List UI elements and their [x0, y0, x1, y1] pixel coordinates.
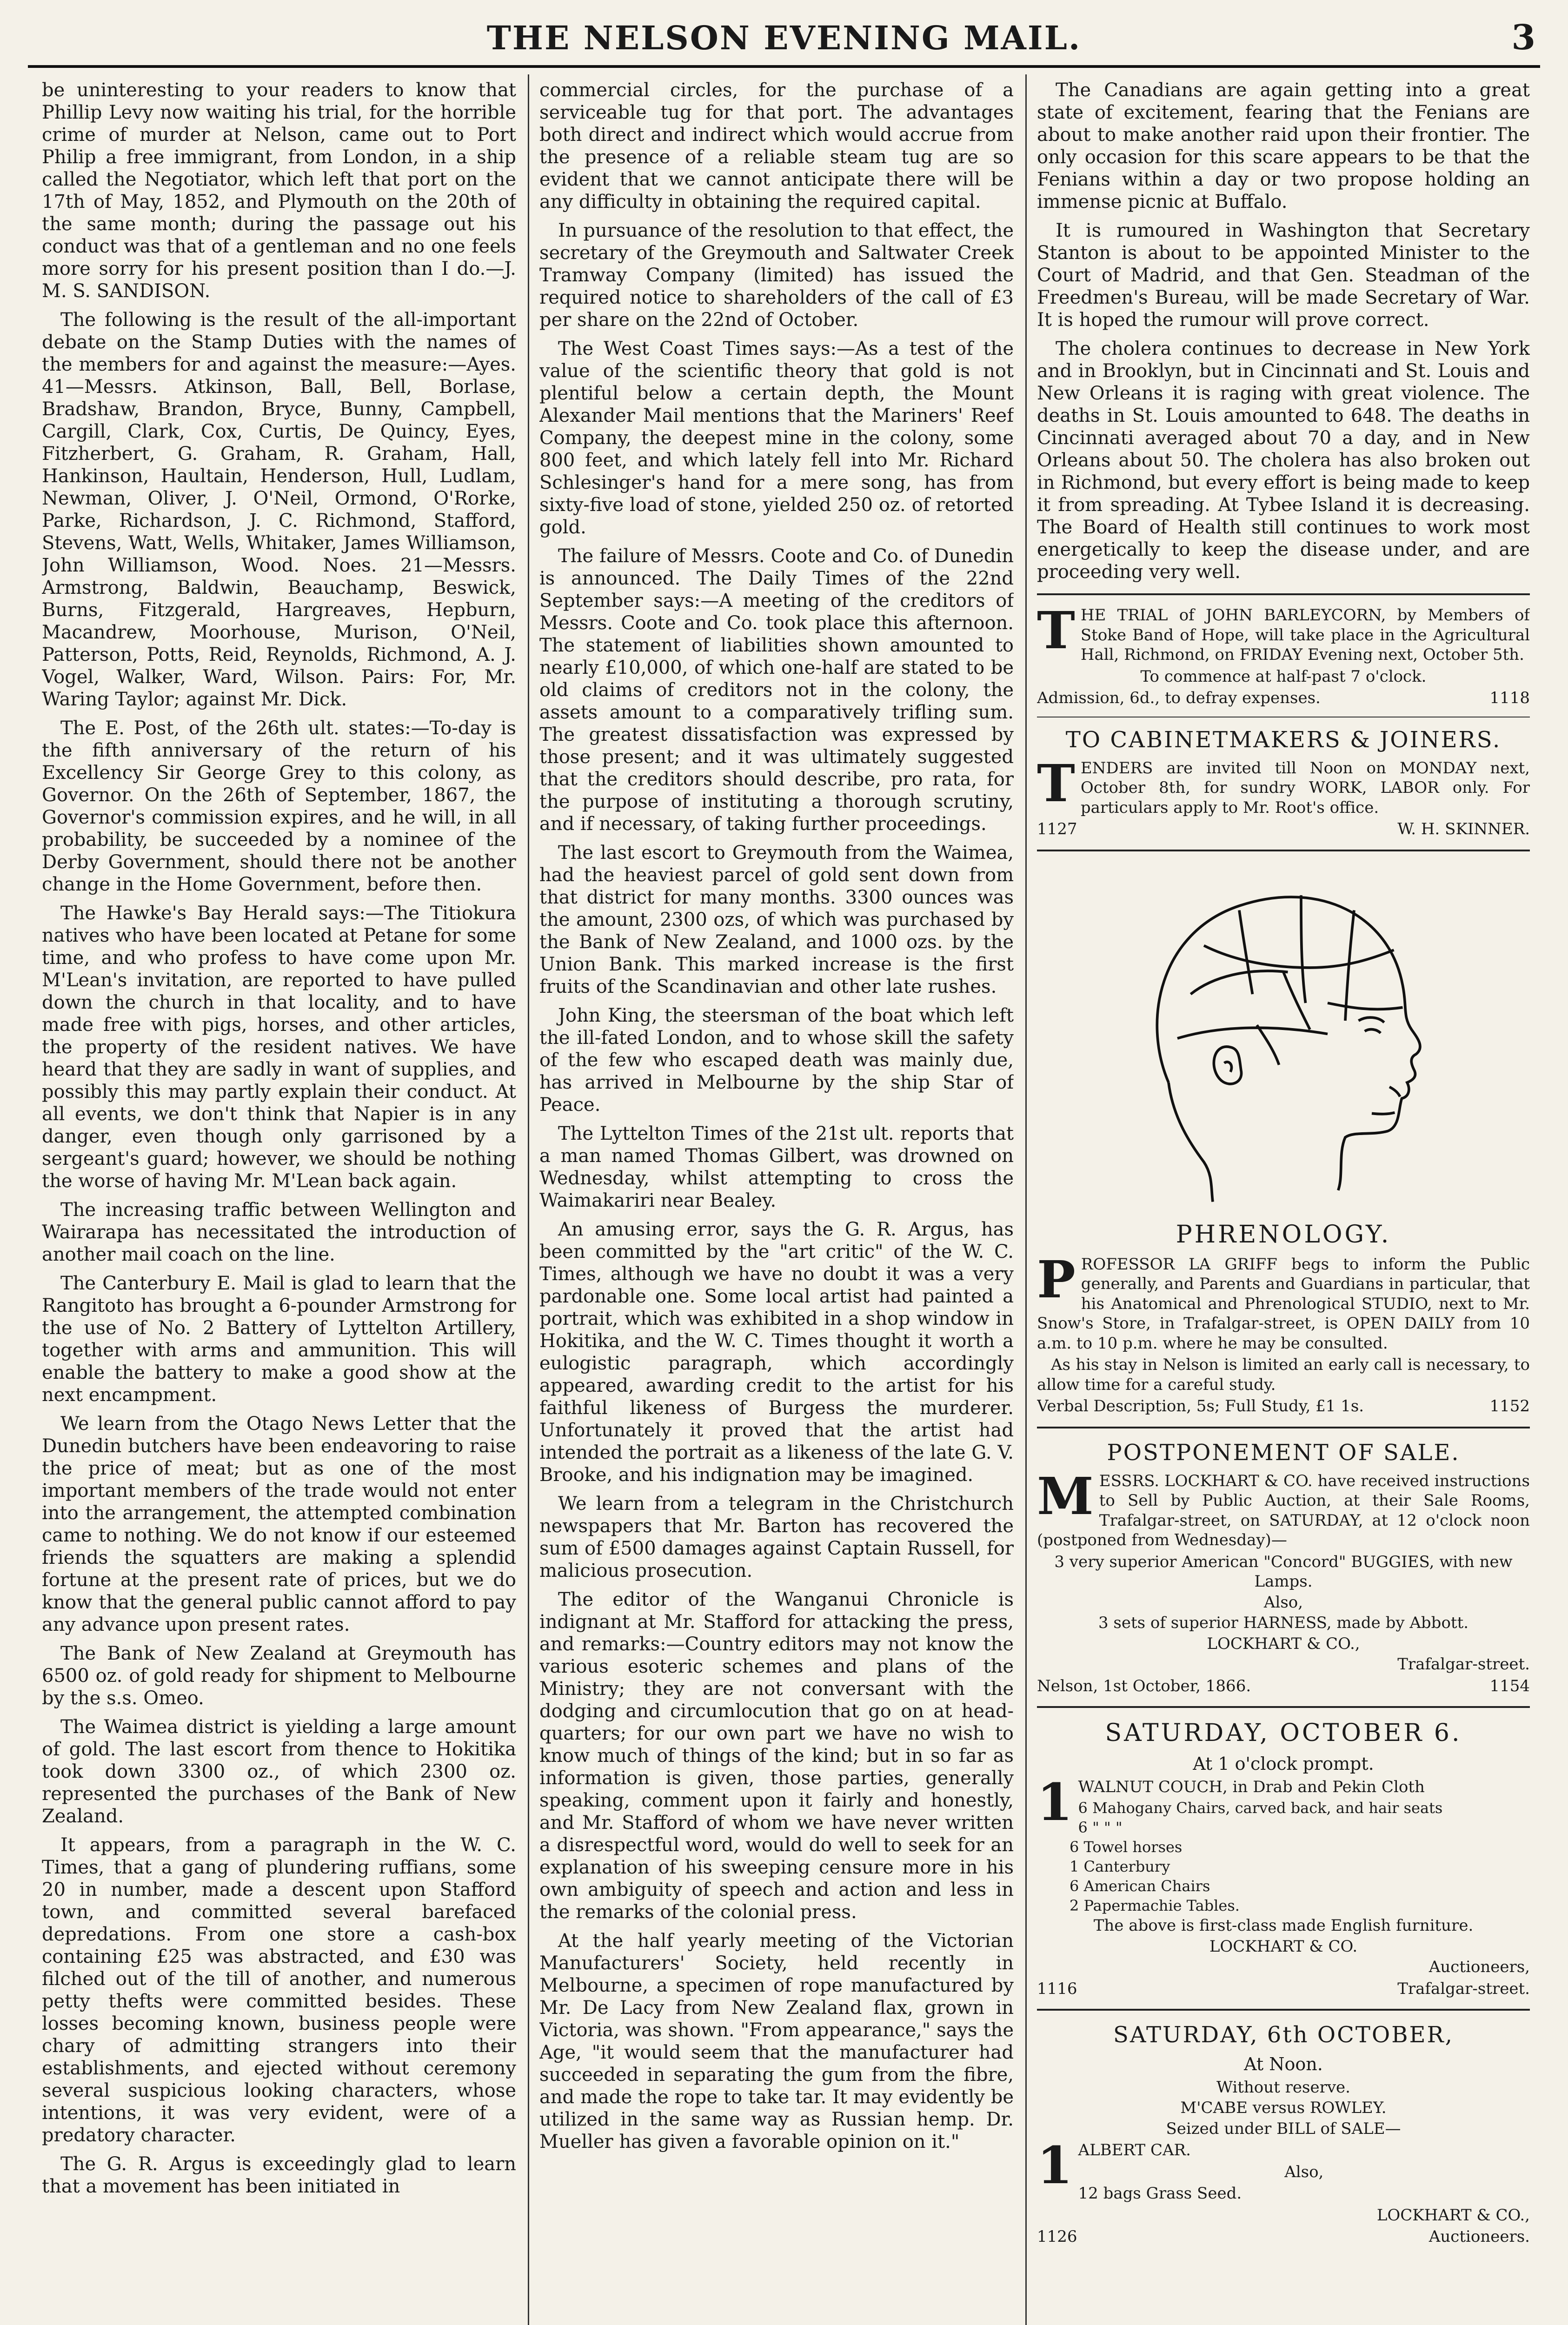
- ad-heading: POSTPONEMENT OF SALE.: [1107, 1439, 1460, 1466]
- news-paragraph: be uninteresting to your readers to know that Phillip Levy now waiting his trial, for the horrible crime of murder at Nelson, came out to Port Philip a free immigrant, from London, in a ship called the Negotiator, which left that port on the 17th of May, 1852, and Plymouth on the 20th of the same month; during the passage out his conduct was that of a gentleman and no one feels more sorry for his present position than I do.—J. M. S. SANDISON.: [42, 80, 516, 302]
- ad-item: 6 Mahogany Chairs, carved back, and hair seats: [1078, 1799, 1443, 1817]
- ad-text: As his stay in Nelson is limited an early call is necessary, to allow time for a careful study.: [1037, 1355, 1530, 1394]
- ad-heading: SATURDAY, 6th OCTOBER,: [1113, 2022, 1454, 2048]
- news-paragraph: The G. R. Argus is exceedingly glad to learn that a movement has been initiated in: [42, 2153, 516, 2197]
- phrenology-head-illustration: [1107, 862, 1460, 1215]
- news-paragraph: John King, the steersman of the boat which left the ill-fated London, and to whose skill the safety of the few who escaped death was mainly due, has arrived in Melbourne by the ship Star of Peace.: [539, 1005, 1014, 1116]
- news-paragraph: We learn from the Otago News Letter that the Dunedin butchers have been endeavoring to raise the price of meat; but as one of the most important members of the trade would not enter into the arrangement, the attempted combination came to nothing. We do not know if our esteemed friends the squatters are making a splendid fortune at the present rate of prices, but we do know that the general public cannot afford to pay any advance upon present rates.: [42, 1413, 516, 1635]
- news-paragraph: In pursuance of the resolution to that effect, the secretary of the Greymouth and Saltwater Creek Tramway Company (limited) has issued the required notice to shareholders of the call of £3 per share on the 22nd of October.: [539, 220, 1014, 331]
- ad-divider: [1037, 1427, 1530, 1428]
- ad-street: Trafalgar-street.: [1397, 1655, 1530, 1674]
- ad-also: Also,: [1284, 2162, 1324, 2181]
- ad-divider: [1037, 850, 1530, 851]
- ad-firm: LOCKHART & CO.,: [1376, 2205, 1530, 2225]
- news-paragraph: The Bank of New Zealand at Greymouth has 6500 oz. of gold ready for shipment to Melbourne by the s.s. Omeo.: [42, 1643, 516, 1709]
- column-1: [42, 79, 516, 2325]
- news-paragraph: The last escort to Greymouth from the Waimea, had the heaviest parcel of gold sent down from that district for many months. 3300 ounces was the amount, 2300 ozs, of which was purchased by the Bank of New Zealand, and 1000 ozs. by the Union Bank. This marked increase is the first fruits of the Scandinavian and other late rushes.: [539, 842, 1014, 997]
- ad-line: To commence at half-past 7 o'clock.: [1140, 667, 1427, 686]
- newspaper-title: THE NELSON EVENING MAIL.: [486, 19, 1082, 57]
- ad-text: ROFESSOR LA GRIFF begs to inform the Public generally, and Parents and Guardians in particular, that his Anatomical and Phrenological STUDIO, next to Mr. Snow's Store, in Trafalgar-street, is OPEN DAILY from 10 a.m. to 10 p.m. where he may be consulted.: [1037, 1255, 1530, 1353]
- ad-footer: [1037, 1396, 1530, 1416]
- drop-cap: T: [1037, 600, 1075, 660]
- ad-ref-number: 1116: [1037, 1979, 1077, 1998]
- drop-cap: 1: [1037, 2135, 1073, 2195]
- ad-subheading: At 1 o'clock prompt.: [1193, 1754, 1374, 1774]
- ad-divider: [1037, 593, 1530, 595]
- drop-cap: M: [1037, 1466, 1094, 1526]
- ad-prices: Verbal Description, 5s; Full Study, £1 1s.: [1037, 1397, 1364, 1415]
- ad-subheading: At Noon.: [1244, 2054, 1323, 2074]
- ad-firm: LOCKHART & CO.,: [1207, 1634, 1360, 1653]
- ad-heading: SATURDAY, OCTOBER 6.: [1105, 1719, 1462, 1747]
- ad-heading: TO CABINETMAKERS & JOINERS.: [1065, 726, 1502, 753]
- ad-item: 6 " " ": [1078, 1819, 1123, 1836]
- news-paragraph: We learn from a telegram in the Christchurch newspapers that Mr. Barton has recovered the sum of £500 damages against Captain Russell, for malicious prosecution.: [539, 1493, 1014, 1581]
- news-paragraph: At the half yearly meeting of the Victorian Manufacturers' Society, held recently in Melbourne, a specimen of rope manufactured by Mr. De Lacy from New Zealand flax, grown in Victoria, was shown. "From appearance," says the Age, "it would seem that the manufacturer had succeeded in separating the gum from the fibre, and made the rope to take tar. It may evidently be utilized in the same way as Russian hemp. Dr. Mueller has given a favorable opinion on it.": [539, 1930, 1014, 2152]
- ad-note: The above is first-class made English furniture.: [1093, 1916, 1474, 1935]
- column-2: [539, 79, 1014, 2325]
- ad-role: Auctioneers.: [1428, 2227, 1530, 2246]
- column-divider: [1025, 74, 1027, 2325]
- news-paragraph: An amusing error, says the G. R. Argus, has been committed by the "art critic" of the W. C. Times, although we have no doubt it was a very pardonable one. Some local artist had painted a portrait, which was exhibited in a shop window in Hokitika, and the W. C. Times thought it worth a eulogistic paragraph, which accordingly appeared, awarding credit to the artist for his faithful likeness of Burgess the murderer. Unfortunately it proved that the artist had intended the portrait as a likeness of the late G. V. Brooke, and his indignation may be imagined.: [539, 1219, 1014, 1486]
- ad-item: 2 Papermachie Tables.: [1070, 1897, 1240, 1914]
- ad-ref-number: 1154: [1489, 1676, 1530, 1695]
- ad-ref-number: 1152: [1489, 1397, 1530, 1415]
- news-paragraph: The failure of Messrs. Coote and Co. of Dunedin is announced. The Daily Times of the 22nd September says:—A meeting of the creditors of Messrs. Coote and Co. took place this afternoon. The statement of liabilities shown amounted to nearly £10,000, of which one-half are stated to be old claims of creditors not in the colony, the assets amount to a comparatively trifling sum. The greatest dissatisfaction was expressed by those present; and it was ultimately suggested that the creditors should describe, pro rata, for the purpose of instituting a thorough scrutiny, and if necessary, of taking further proceedings.: [539, 545, 1014, 835]
- ad-text: ESSRS. LOCKHART & CO. have received instructions to Sell by Public Auction, at their Sale Rooms, Trafalgar-street, on SATURDAY, at 12 o'clock noon (postponed from Wednesday)—: [1037, 1471, 1530, 1549]
- ad-date: Nelson, 1st October, 1866.: [1037, 1676, 1251, 1695]
- news-paragraph: The following is the result of the all-important debate on the Stamp Duties with the names of the members for and against the measure:—Ayes. 41—Messrs. Atkinson, Ball, Bell, Borlase, Bradshaw, Brandon, Bryce, Bunny, Campbell, Cargill, Clark, Cox, Curtis, De Quincy, Eyes, Fitzherbert, G. Graham, R. Graham, Hall, Hankinson, Haultain, Henderson, Hull, Ludlam, Newman, Oliver, J. O'Neil, Ormond, O'Rorke, Parke, Richardson, J. C. Richmond, Stafford, Stevens, Watt, Wells, Whitaker, James Williamson, John Williamson, Wood. Noes. 21—Messrs. Armstrong, Baldwin, Beauchamp, Beswick, Burns, Fitzgerald, Hargreaves, Hepburn, Macandrew, Moorhouse, Murison, O'Neil, Patterson, Potts, Reid, Reynolds, Richmond, A. J. Vogel, Walker, Ward, Wilson. Pairs: For, Mr. Waring Taylor; against Mr. Dick.: [42, 309, 516, 710]
- page-number: 3: [1511, 18, 1535, 58]
- ad-ref-number: 1126: [1037, 2227, 1077, 2246]
- ad-item: WALNUT COUCH, in Drab and Pekin Cloth: [1078, 1777, 1425, 1796]
- ad-item: 12 bags Grass Seed.: [1078, 2184, 1242, 2203]
- ad-heading: PHRENOLOGY.: [1176, 1220, 1391, 1249]
- ad-item: 6 Towel horses: [1070, 1838, 1183, 1856]
- ad-phrenology: [1037, 862, 1530, 1416]
- ad-footer: [1037, 1979, 1530, 1999]
- ad-divider: [1037, 1706, 1530, 1708]
- ad-subheading: Without reserve.: [1216, 2078, 1350, 2097]
- ad-text: HE TRIAL of JOHN BARLEYCORN, by Members of Stoke Band of Hope, will take place in the Agricultural Hall, Richmond, on FRIDAY Evening next, October 5th.: [1080, 606, 1530, 664]
- drop-cap: 1: [1037, 1772, 1073, 1832]
- ad-cabinetmakers: [1037, 726, 1530, 839]
- drop-cap: P: [1037, 1249, 1076, 1309]
- masthead-rule: [28, 65, 1540, 68]
- news-paragraph: The Canterbury E. Mail is glad to learn that the Rangitoto has brought a 6-pounder Armstrong for the use of No. 2 Battery of Lyttelton Artillery, together with arms and ammunition. This will enable the battery to make a good show at the next encampment.: [42, 1273, 516, 1406]
- ad-saturday-6th-october: [1037, 2021, 1530, 2247]
- news-paragraph: It appears, from a paragraph in the W. C. Times, that a gang of plundering ruffians, some 20 in number, made a descent upon Stafford town, and committed several barefaced depredations. From one store a cash-box containing £25 was abstracted, and £30 was filched out of the till of another, and numerous petty thefts were committed besides. These losses becoming known, business people were chary of admitting strangers into their establishments, and ejected without ceremony several suspicious looking characters, whose intentions, it was very evident, were of a predatory character.: [42, 1834, 516, 2146]
- ad-item: 1 Canterbury: [1070, 1858, 1170, 1875]
- ad-item: 3 sets of superior HARNESS, made by Abbott.: [1098, 1614, 1469, 1632]
- ad-divider: [1037, 2009, 1530, 2011]
- news-paragraph: The editor of the Wanganui Chronicle is indignant at Mr. Stafford for attacking the press, and remarks:—Country editors may not know the various esoteric schemes and plans of the Ministry; they are not conversant with the dodging and circumlocution that go on at head-quarters; for our own part we have no wish to know much of things of the kind; but in so far as information is given, those parties, generally speaking, comment upon it fairly and honestly, and Mr. Stafford of whom we have never written a disrespectful word, would do well to seek for an explanation of his sweeping censure more in his own ambiguity of speech and action and less in the remarks of the colonial press.: [539, 1589, 1014, 1923]
- ad-item: ALBERT CAR.: [1078, 2141, 1191, 2159]
- news-paragraph: The Waimea district is yielding a large amount of gold. The last escort from thence to Hokitika took down 3300 oz., of which 2300 oz. represented the purchases of the Bank of New Zealand.: [42, 1716, 516, 1827]
- news-paragraph: The E. Post, of the 26th ult. states:—To-day is the fifth anniversary of the return of his Excellency Sir George Grey to this colony, as Governor. On the 26th of September, 1867, the Governor's commission expires, and he will, in all probability, be succeeded by a nominee of the Derby Government, should there not be another change in the Home Government, before then.: [42, 717, 516, 895]
- ad-footer: [1037, 819, 1530, 839]
- news-paragraph: It is rumoured in Washington that Secretary Stanton is about to be appointed Minister to the Court of Madrid, and that Gen. Steadman of the Freedmen's Bureau, will be made Secretary of War. It is hoped the rumour will prove correct.: [1037, 220, 1530, 331]
- news-paragraph: The Lyttelton Times of the 21st ult. reports that a man named Thomas Gilbert, was drowned on Wednesday, whilst attempting to cross the Waimakariri near Bealey.: [539, 1123, 1014, 1211]
- news-paragraph: The cholera continues to decrease in New York and in Brooklyn, but in Cincinnati and St. Louis and New Orleans it is raging with great violence. The deaths in St. Louis amounted to 648. The deaths in Cincinnati averaged about 70 a day, and in New Orleans about 50. The cholera has also broken out in Richmond, but every effort is being made to keep it from spreading. At Tybee Island it is decreasing. The Board of Health still continues to work most energetically to keep the disease under, and are proceeding very well.: [1037, 338, 1530, 583]
- ad-item: 6 American Chairs: [1070, 1877, 1210, 1895]
- ad-footer: [1037, 2227, 1530, 2247]
- ad-signature: W. H. SKINNER.: [1397, 820, 1530, 838]
- news-paragraph: The Canadians are again getting into a great state of excitement, fearing that the Fenians are about to make another raid upon their frontier. The only occasion for this scare appears to be that the Fenians within a day or two propose holding an immense picnic at Buffalo.: [1037, 80, 1530, 213]
- ad-seized: Seized under BILL of SALE—: [1166, 2119, 1401, 2138]
- news-paragraph: commercial circles, for the purchase of a serviceable tug for that port. The advantages both direct and indirect which would accrue from the presence of a reliable steam tug are so evident that we cannot anticipate there will be any difficulty in obtaining the required capital.: [539, 80, 1014, 213]
- ad-item: 3 very superior American "Concord" BUGGIES, with new Lamps.: [1054, 1552, 1513, 1591]
- ad-footer: [1037, 1676, 1530, 1696]
- ad-ref-number: 1127: [1037, 820, 1077, 838]
- ad-footer: [1037, 688, 1530, 708]
- ad-line: Admission, 6d., to defray expenses.: [1037, 689, 1321, 707]
- ad-role: Auctioneers,: [1428, 1958, 1530, 1976]
- news-paragraph: The Hawke's Bay Herald says:—The Titiokura natives who have been located at Petane for some time, and who profess to have come upon Mr. M'Lean's invitation, are reported to have pulled down the church in that locality, and to have made free with pigs, horses, and other articles, the property of the resident natives. We have heard that they are sadly in want of supplies, and possibly this may partly explain their conduct. At all events, we don't think that Napier is in any danger, even though only garrisoned by a sergeant's guard; however, we should be nothing the worse of having Mr. M'Lean back again.: [42, 903, 516, 1192]
- masthead: [0, 0, 1568, 65]
- ad-street: Trafalgar-street.: [1397, 1979, 1530, 1998]
- ad-text: ENDERS are invited till Noon on MONDAY next, October 8th, for sundry WORK, LABOR only. For particulars apply to Mr. Root's office.: [1080, 758, 1530, 817]
- column-3: [1037, 79, 1530, 2325]
- ad-firm: LOCKHART & CO.: [1209, 1937, 1358, 1956]
- ad-saturday-october-6: [1037, 1718, 1530, 1999]
- ad-postponement: [1037, 1439, 1530, 1696]
- ad-also: Also,: [1263, 1593, 1303, 1612]
- ad-case: M'CABE versus ROWLEY.: [1180, 2099, 1387, 2117]
- ad-ref-number: 1118: [1489, 689, 1530, 707]
- news-paragraph: The increasing traffic between Wellington and Wairarapa has necessitated the introduction of another mail coach on the line.: [42, 1199, 516, 1265]
- column-divider: [528, 74, 529, 2325]
- ad-trial-barleycorn: [1037, 600, 1530, 708]
- news-paragraph: The West Coast Times says:—As a test of the value of the scientific theory that gold is not plentiful below a certain depth, the Mount Alexander Mail mentions that the Mariners' Reef Company, the deepest mine in the colony, some 800 feet, and which lately fell into Mr. Richard Schlesinger's hand for a mere song, has from sixty-five load of stone, yielded 250 oz. of retorted gold.: [539, 338, 1014, 538]
- drop-cap: T: [1037, 753, 1075, 813]
